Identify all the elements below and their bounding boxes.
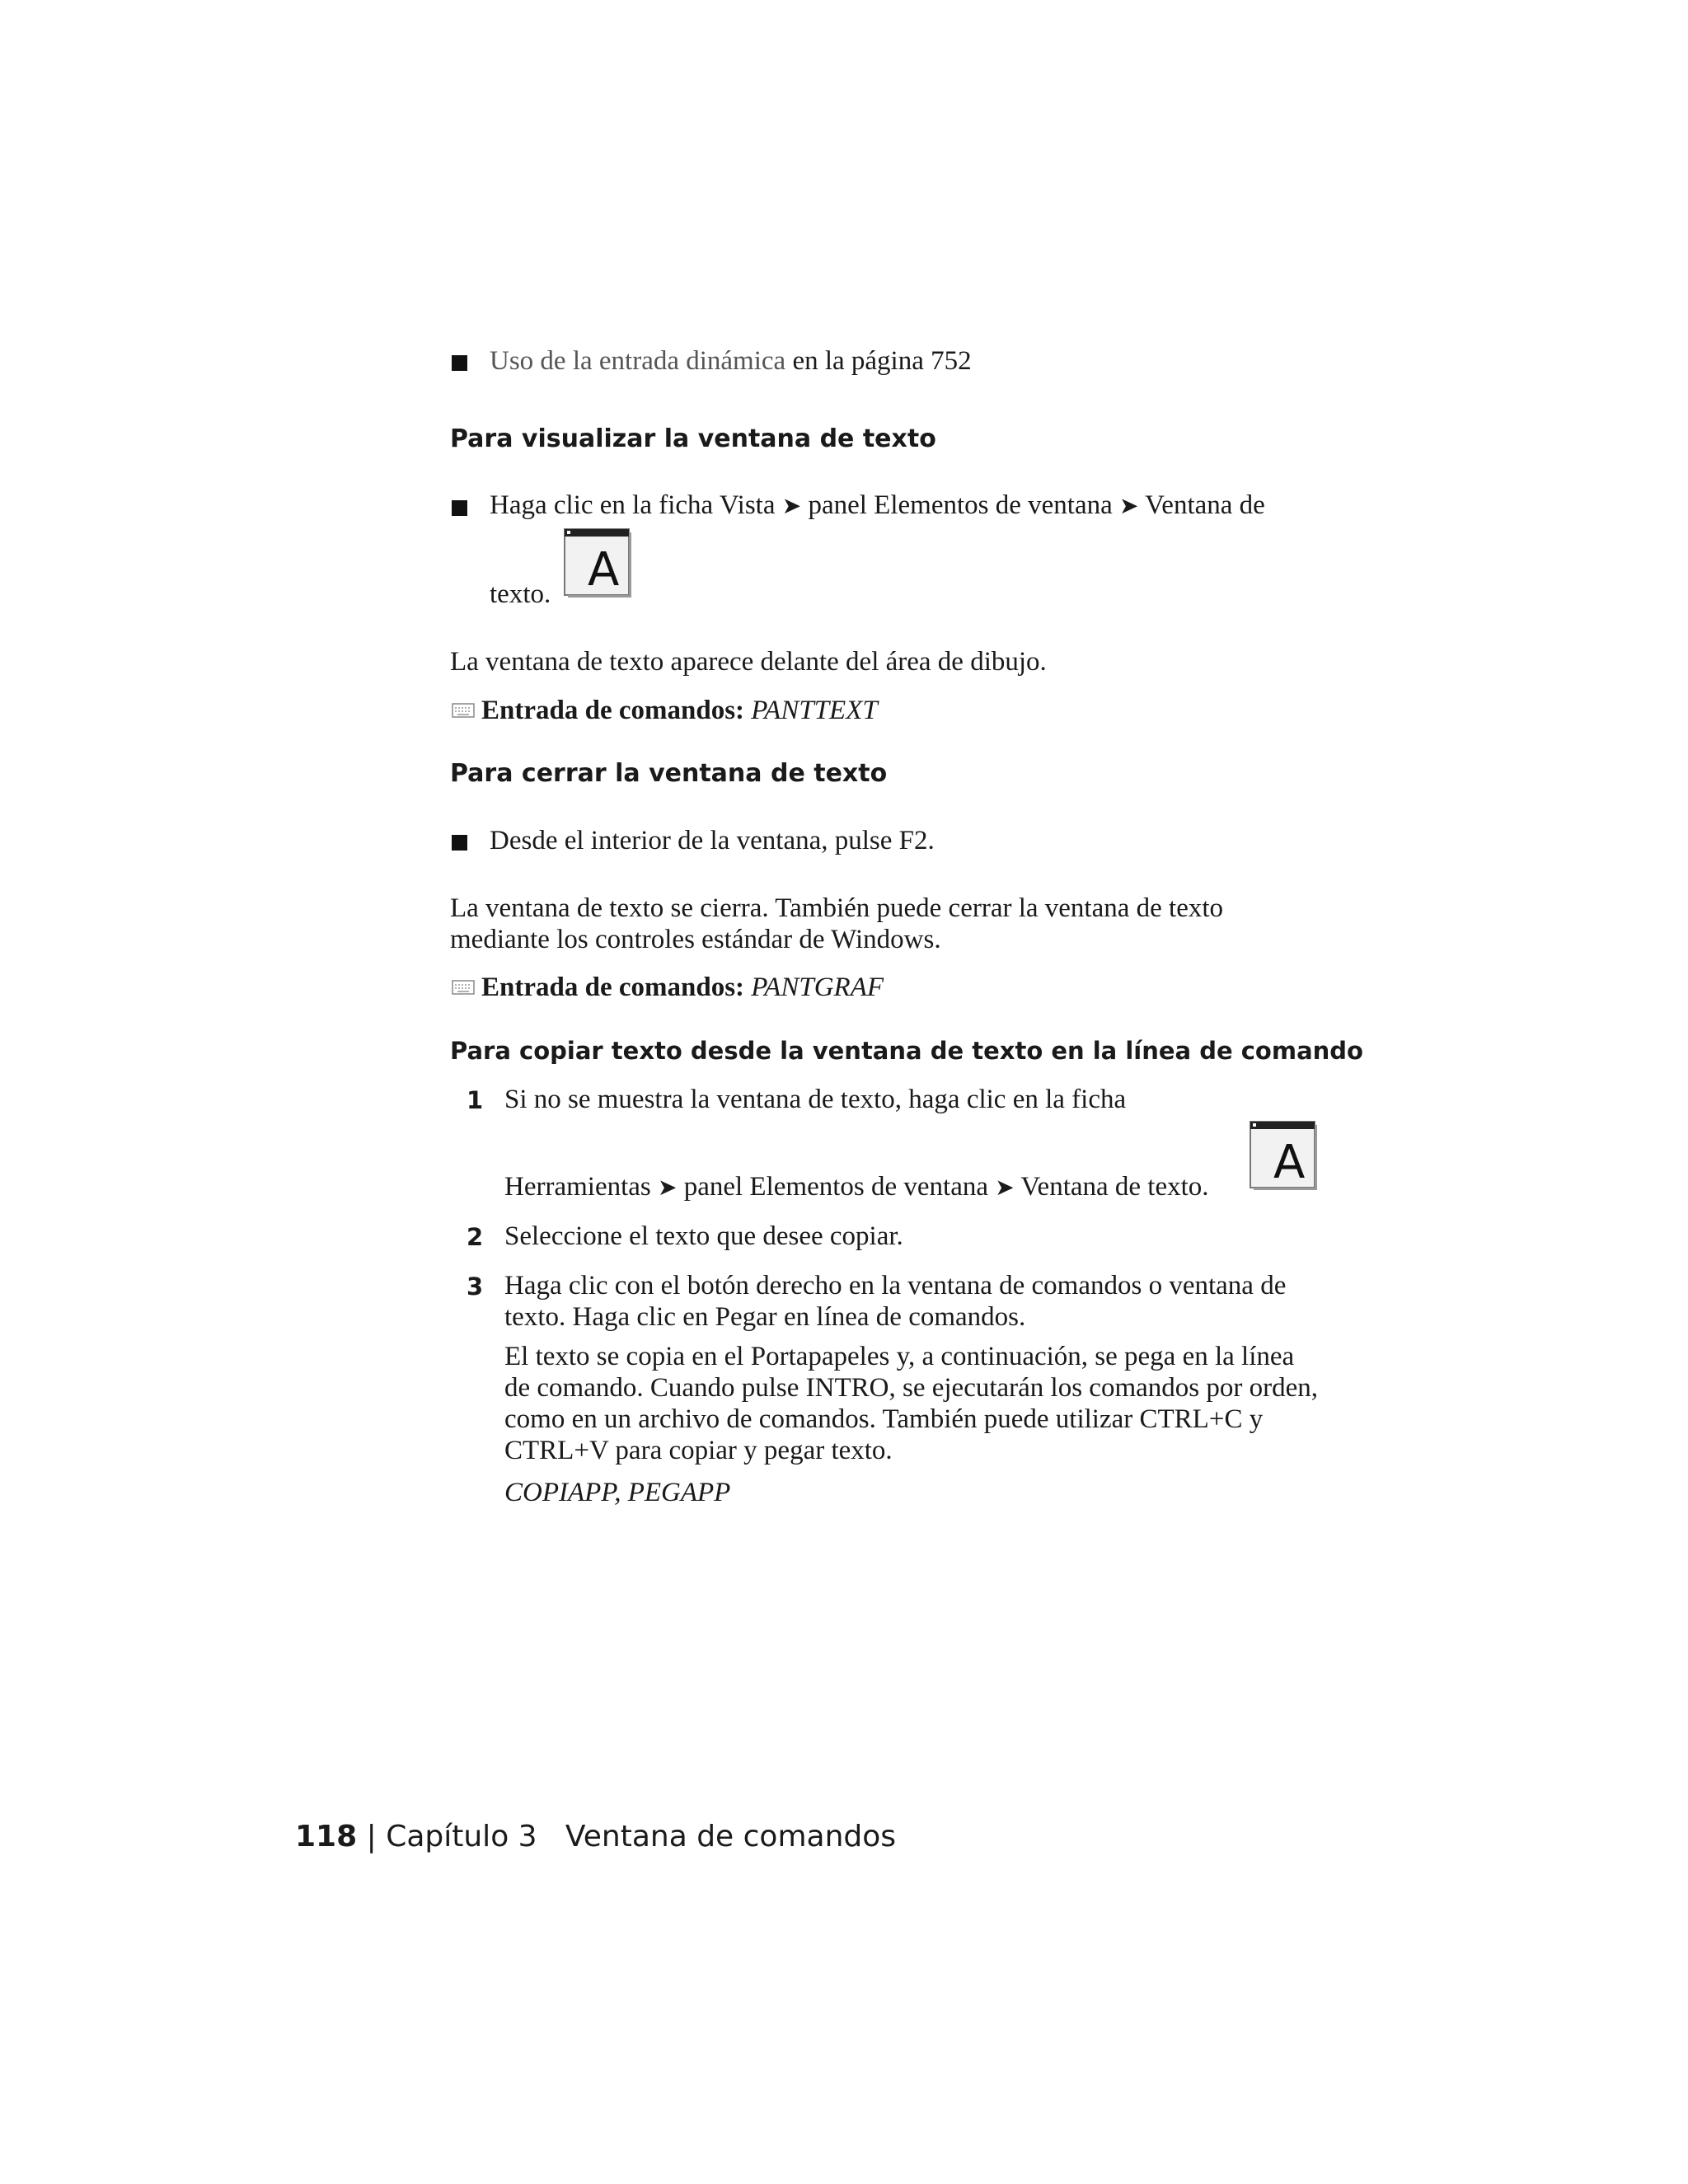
copy-note-line2: de comando. Cuando pulse INTRO, se ejecutarán los comandos por orden, [504, 1373, 1318, 1403]
copy-note-line4: CTRL+V para copiar y pegar texto. [504, 1436, 893, 1465]
page-footer [295, 1820, 896, 1854]
arrow-icon: ➤ [1119, 492, 1139, 519]
see-also-line [490, 345, 972, 377]
show-step-part3: Ventana de [1145, 490, 1265, 520]
show-result: La ventana de texto aparece delante del área de dibujo. [450, 647, 1047, 677]
step-number: 3 [467, 1272, 484, 1301]
see-also-suffix: en la página 752 [785, 346, 972, 376]
arrow-icon: ➤ [781, 492, 802, 519]
chapter-title: Ventana de comandos [565, 1820, 897, 1854]
step-number: 2 [467, 1223, 484, 1251]
close-result-line1: La ventana de texto se cierra. También puede cerrar la ventana de texto [450, 893, 1224, 923]
footer-separator: | [366, 1820, 377, 1854]
copy-step3-line2: texto. Haga clic en Pegar en línea de comandos. [504, 1302, 1026, 1332]
show-command-line [481, 695, 878, 726]
chapter-label: Capítulo 3 [386, 1820, 537, 1854]
text-window-icon[interactable] [1249, 1120, 1318, 1191]
see-also-link[interactable]: Uso de la entrada dinámica [490, 346, 786, 376]
show-step-part2: panel Elementos de ventana [808, 490, 1113, 520]
copy-step1-part1: Herramientas [504, 1172, 651, 1202]
icon-glyph: A [1273, 1136, 1306, 1189]
command-value: PANTGRAF [751, 972, 884, 1002]
keyboard-icon [452, 702, 475, 719]
copy-step1-part2: panel Elementos de ventana [683, 1172, 988, 1202]
command-value: PANTTEXT [751, 696, 878, 725]
show-step-line1 [490, 490, 1265, 522]
copy-commands: COPIAPP, PEGAPP [504, 1478, 731, 1507]
step-number: 1 [467, 1086, 484, 1114]
section-heading-close: Para cerrar la ventana de texto [450, 759, 888, 788]
close-step: Desde el interior de la ventana, pulse F2. [490, 826, 935, 855]
close-result-line2: mediante los controles estándar de Windows. [450, 925, 941, 954]
text-window-icon[interactable] [563, 527, 632, 598]
copy-note-line1: El texto se copia en el Portapapeles y, a continuación, se pega en la línea [504, 1342, 1295, 1371]
copy-step1-line2 [504, 1171, 1209, 1203]
close-command-line [481, 972, 884, 1003]
section-heading-copy: Para copiar texto desde la ventana de texto en la línea de comando [450, 1037, 1363, 1065]
copy-note-line3: como en un archivo de comandos. También puede utilizar CTRL+C y [504, 1404, 1264, 1434]
arrow-icon: ➤ [995, 1174, 1015, 1201]
copy-step1-part3: Ventana de texto. [1020, 1172, 1209, 1202]
arrow-icon: ➤ [658, 1174, 678, 1201]
command-label: Entrada de comandos: [481, 696, 745, 725]
page-number: 118 [295, 1820, 358, 1854]
keyboard-icon [452, 979, 475, 996]
show-step-part1: Haga clic en la ficha Vista [490, 490, 776, 520]
command-label: Entrada de comandos: [481, 972, 745, 1002]
show-step-line2: texto. [490, 579, 551, 609]
section-heading-show: Para visualizar la ventana de texto [450, 424, 936, 453]
copy-step1-line1: Si no se muestra la ventana de texto, haga clic en la ficha [504, 1085, 1127, 1114]
copy-step3-line1: Haga clic con el botón derecho en la ventana de comandos o ventana de [504, 1271, 1287, 1301]
bullet [452, 835, 467, 851]
copy-step2-line1: Seleccione el texto que desee copiar. [504, 1221, 903, 1251]
bullet [452, 500, 467, 516]
icon-glyph: A [588, 543, 620, 597]
bullet [452, 355, 467, 371]
